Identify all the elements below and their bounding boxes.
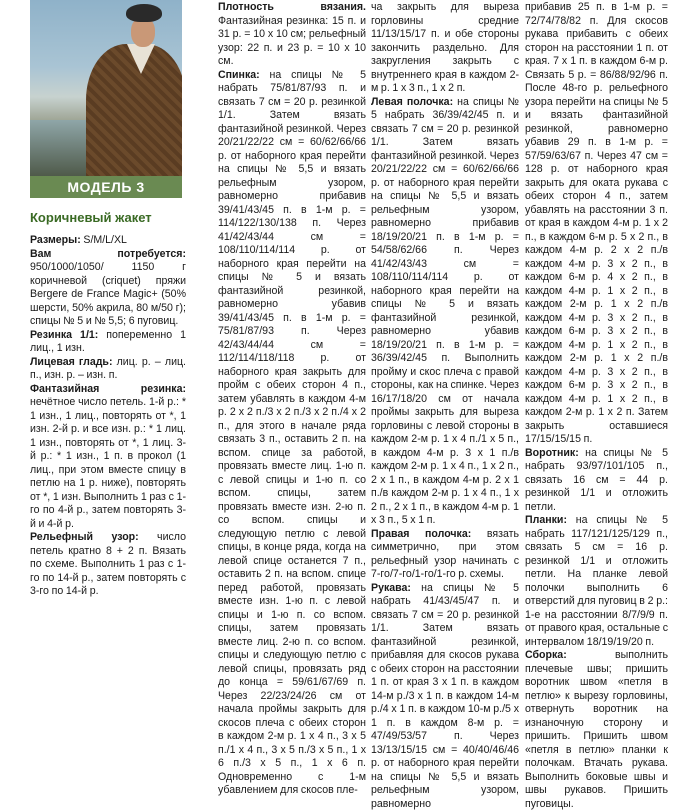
paragraph-heading: Размеры: (30, 234, 81, 246)
paragraph (218, 1, 366, 69)
paragraph-text: Фантазийная резинка: 15 п. и 31 р. = 10 x 10 см; рельефный узор: 22 п. и 23 р. = 10 x 10 см. (218, 15, 366, 68)
paragraph-heading: Левая полочка: (371, 96, 453, 108)
paragraph-text: на спицы № 5 набрать 41/43/45/47 п. и связать 7 см = 20 р. резинкой 1/1. Затем вязать фантазийной резинкой, прибавляя для скосов рукава с обеих сторон на расстоянии 1 п. от края 3 x 1 п. в каждом 14-м р./3 x 1 п. в каждом 14-м р./4 x 1 п. в каждом 10-м р./5 x 1 п. в каждом 8-м р. = 47/49/53/57 п. Через 13/13/15/15 см = 40/40/46/46 р. от наборного края перейти на спицы № 5,5 и вязать рельефным узором, равномерно (371, 582, 519, 810)
paragraph (371, 1, 519, 96)
paragraph (371, 96, 519, 528)
page-title: Коричневый жакет (30, 210, 186, 226)
paragraph (371, 582, 519, 811)
paragraph (525, 1, 668, 447)
paragraph (30, 356, 186, 383)
model-label: МОДЕЛЬ 3 (30, 176, 182, 198)
text-column-1 (30, 234, 186, 599)
paragraph-heading: Спинка: (218, 69, 260, 81)
paragraph-text: прибавив 25 п. в 1-м р. = 72/74/78/82 п. Для скосов рукава прибавить с обеих сторон на расстоянии 1 п. от края. 7 x 1 п. в каждом 6-м р. Связать 5 р. = 86/88/92/96 п. После 48-го р. рельефного узора перейти на спицы № 5 и вязать фантазийной резинкой, равномерно убавив 29 п. в 1-м р. = 57/59/63/67 п. Через 47 см = 128 р. от наборного края закрыть для оката рукава с обеих сторон 4 п., затем убавлять на расстоянии 3 п. от края в каждом 4-м р. 1 x 2 п., в каждом 6-м р. 5 x 2 п., в каждом 4-м р. 2 x 2 п./в каждом 4-м р. 3 x 2 п., в каждом 6-м р. 4 x 2 п., в каждом 4-м р. 1 x 2 п., в каждом 2-м р. 1 x 2 п./в каждом 4-м р. 3 x 2 п., в каждом 6-м р. 3 x 2 п., в каждом 4-м р. 1 x 2 п., в каждом 2-м р. 1 x 2 п./в каждом 4-м р. 3 x 2 п., в каждом 6-м р. 3 x 2 п., в каждом 4-м р. 1 x 2 п., в каждом 2-м р. 1 x 2 п. Затем закрыть оставшиеся 17/15/15/15 п. (525, 1, 668, 445)
paragraph-text: выполнить плечевые швы; пришить воротник швом «петля в петлю» к вырезу горловины, отвернуть воротник на изнаночную сторону и пришить. Пришить швом «петля в петлю» планки к полочкам. Втачать рукава. Выполнить боковые швы и швы рукавов. Пришить пуговицы. (525, 649, 668, 810)
paragraph (30, 234, 186, 248)
paragraph-heading: Планки: (525, 514, 567, 526)
paragraph-text: на спицы № 5 набрать 117/121/125/129 п., связать 5 см = 16 р. резинкой 1/1 и отложить петли. На планке левой полочки выполнить 6 отверстий для пуговиц в 2 р.: 1-е на расстоянии 8/7/9/9 п. от правого края, остальные с интервалом 18/19/19/20 п. (525, 514, 668, 648)
paragraph (525, 514, 668, 649)
paragraph-heading: Воротник: (525, 447, 579, 459)
paragraph-heading: Правая полочка: (371, 528, 471, 540)
paragraph (218, 69, 366, 798)
paragraph (525, 447, 668, 515)
paragraph-heading: Рукава: (371, 582, 411, 594)
text-column-3 (371, 1, 519, 811)
paragraph-text: 950/1000/1050/ 1150 г коричневой (criquet) пряжи Bergere de France Magic+ (50% шерсти, 50% акрила, 80 м/50 г); спицы № 5 и № 5,5; 6 пуговиц. (30, 261, 186, 327)
paragraph-heading: Лицевая гладь: (30, 356, 112, 368)
paragraph-heading: Плотность вязания. (218, 1, 366, 13)
text-column-2 (218, 1, 366, 798)
paragraph-text: на спицы № 5 набрать 93/97/101/105 п., связать 16 см = 44 р. резинкой 1/1 и отложить петли. (525, 447, 668, 513)
paragraph-text: лиц. р. – лиц. п., изн. р. – изн. п. (30, 356, 186, 382)
paragraph-text: на спицы № 5 набрать 36/39/42/45 п. и связать 7 см = 20 р. резинкой 1/1. Затем вязать фантазийной резинкой. Через 20/21/22/22 см = 60/62/66/66 р. от наборного края перейти на спицы № 5,5 и вязать рельефным узором, равномерно прибавив 18/19/20/21 п. в 1-м р. = 54/58/62/66 п. Через 41/42/43/43 см = 108/110/114/114 р. от наборного края перейти на спицы № 5 и вязать фантазийной резинкой, равномерно убавив 18/19/20/21 п. в 1-м р. = 36/39/42/45 п. Выполнить пройму и скос плеча с правой стороны, как на спинке. Через 16/17/18/20 см от начала проймы закрыть для выреза горловины с левой стороны в каждом 2-м р. 1 x 4 п./1 x 5 п., в каждом 4-м р. 3 x 1 п./в каждом 2-м р. 1 x 4 п., 1 x 2 п., 2 x 1 п., в каждом 4-м р. 2 x 1 п./в каждом 2-м р. 1 x 4 п., 1 x 2 п., 2 x 1 п., в каждом 4-м р. 1 x 3 п., 5 x 1 п. (371, 96, 519, 527)
paragraph (30, 248, 186, 329)
paragraph-heading: Резинка 1/1: (30, 329, 98, 341)
paragraph (30, 329, 186, 356)
paragraph (525, 649, 668, 811)
paragraph-text: нечётное число петель. 1-й р.: * 1 изн., 1 лиц., повторять от *, 1 изн. 2-й р. и все изн. р.: * 1 лиц. 1 изн., повторять от *, 1 лиц. 3-й р.: * 1 изн., 1 п. в прокол (1 лиц., при этом вместе спицу в петлю на 1 р. ниже), повторять от *, 1 изн. Выполнить 1 раз с 1-го по 4-й р., затем повторять 3-й и 4-й р. (30, 396, 186, 530)
paragraph-text: на спицы № 5 набрать 75/81/87/93 п. и связать 7 см = 20 р. резинкой 1/1. Затем вязать фантазийной резинкой. Через 20/21/22/22 см = 60/62/66/66 р. от наборного края перейти на спицы № 5,5 и вязать рельефным узором, равномерно прибавив 39/41/43/45 п. в 1-м р. = 114/122/130/138 п. Через 41/42/43/44 см = 108/110/114/114 р. от наборного края перейти на спицы № 5 и вязать фантазийной резинкой, равномерно убавив 39/41/43/45 п. в 1-м р. = 75/81/87/93 п. Через 42/43/44/44 см = 112/114/118/118 р. от наборного края закрыть для пройм с обеих сторон 4 п., затем убавлять в каждом 4-м р. 2 x 2 п./3 x 2 п./3 x 2 п./4 x 2 п., для этого в начале ряда связать 3 п., оставить 2 п. на вспом. спице за работой, провязать вместе лиц. 1-ю п. с левой спицы и 1-ю п. со вспом. спицы, затем провязать вместе изн. 2-ю п. со вспом. спицы и следующую петлю с левой спицы, в конце ряда, когда на левой спице останется 7 п., оставить 2 п. на вспом. спице перед работой, провязать вместе изн. 1-ю п. с левой спицы и 1-ю п. со вспом. спицы, затем провязать вместе лиц. 2-ю п. со вспом. спицы и следующую петлю с левой спицы, провязать ряд до конца = 59/61/67/69 п. Через 22/23/24/26 см от начала проймы закрыть для скосов плеча с обеих сторон в каждом 2-м р. 1 x 4 п., 3 x 5 п./1 x 4 п., 3 x 5 п./3 x 5 п., 1 x 6 п./3 x 5 п., 1 x 6 п. Одновременно с 1-м убавлением для скосов пле- (218, 69, 366, 797)
paragraph-heading: Сборка: (525, 649, 567, 661)
paragraph-text: число петель кратно 8 + 2 п. Вязать по схеме. Выполнить 1 раз с 1-го по 14-й р., затем повторять с 3-го по 14-й р. (30, 531, 186, 597)
paragraph (371, 528, 519, 582)
paragraph-text: попеременно 1 лиц., 1 изн. (30, 329, 186, 355)
text-column-4 (525, 1, 668, 811)
paragraph (30, 531, 186, 599)
paragraph-heading: Рельефный узор: (30, 531, 139, 543)
model-photo (30, 0, 182, 176)
paragraph-text: ча закрыть для выреза горловины средние 11/13/15/17 п. и обе стороны закончить раздельно. Для закругления закрыть с внутреннего края в каждом 2-м р. 1 x 3 п., 1 x 2 п. (371, 1, 519, 94)
paragraph-text: S/M/L/XL (81, 234, 127, 246)
paragraph-text: вязать симметрично, при этом рельефный узор начинать с 7-го/7-го/1-го/1-го р. схемы. (371, 528, 519, 581)
paragraph (30, 383, 186, 532)
paragraph-heading: Фантазийная резинка: (30, 383, 186, 395)
paragraph-heading: Вам потребуется: (30, 248, 186, 260)
